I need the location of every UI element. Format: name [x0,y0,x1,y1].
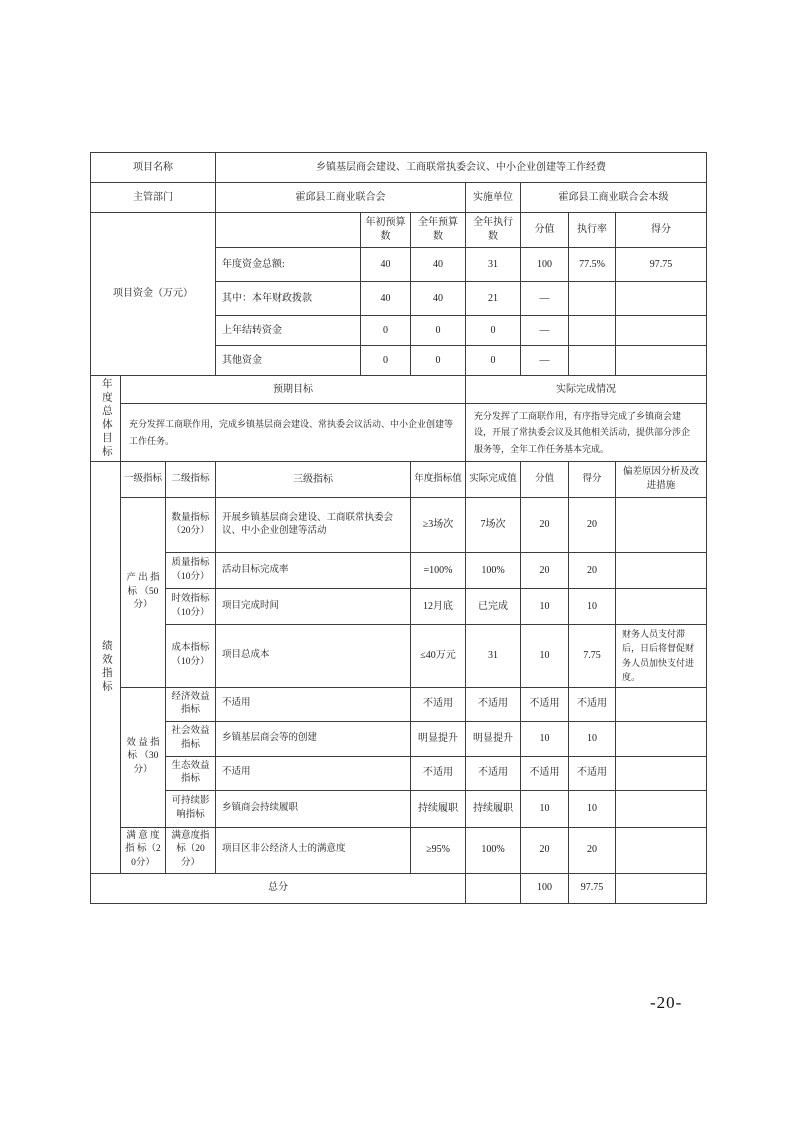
funds-cell: — [521,282,569,316]
perf-level3: 活动目标完成率 [216,553,411,589]
perf-score: 10 [569,589,616,625]
perf-level3: 项目区非公经济人士的满意度 [216,827,411,873]
total-actual-cell [466,873,521,903]
perf-actual: 31 [466,625,521,688]
perf-target: ≥95% [411,827,466,873]
department-label: 主管部门 [91,183,216,213]
perf-level3: 乡镇商会持续履职 [216,790,411,827]
perf-group-satisfaction: 满 意 度指 标（20分） [121,827,166,873]
perf-level2: 质量指标（10分） [166,553,216,589]
total-deviation-cell [616,873,707,903]
perf-target: 12月底 [411,589,466,625]
perf-weight: 20 [521,498,569,553]
perf-level2: 满意度指标（20 分） [166,827,216,873]
project-name-value: 乡镇基层商会建设、工商联常执委会议、中小企业创建等工作经费 [216,153,707,183]
perf-deviation [616,721,707,756]
actual-result-header: 实际完成情况 [466,376,707,404]
perf-target: =100% [411,553,466,589]
perf-actual: 不适用 [466,756,521,790]
funds-cell: 77.5% [569,248,616,282]
performance-evaluation-table [90,152,707,904]
perf-target: ≥3场次 [411,498,466,553]
perf-target: 不适用 [411,756,466,790]
perf-level2: 可持续影响指标 [166,790,216,827]
actual-result-text: 充分发挥了工商联作用，有序指导完成了乡镇商会建设，开展了常执委会议及其他相关活动，提供部分涉企服务等，全年工作任务基本完成。 [466,404,707,462]
perf-level3: 不适用 [216,756,411,790]
perf-row [91,827,707,873]
perf-score: 20 [569,827,616,873]
perf-actual: 100% [466,827,521,873]
funds-cell [616,346,707,376]
perf-deviation [616,498,707,553]
funds-cell: 97.75 [616,248,707,282]
perf-weight: 10 [521,790,569,827]
perf-target: 持续履职 [411,790,466,827]
perf-level2: 成本指标（10分） [166,625,216,688]
perf-deviation [616,589,707,625]
funds-section-label: 项目资金（万元） [91,213,216,376]
expected-goal-header: 预期目标 [121,376,466,404]
perf-deviation: 财务人员支付滞后，日后将督促财务人员加快支付进度。 [616,625,707,688]
perf-weight: 20 [521,553,569,589]
funds-cell [569,282,616,316]
perf-row [91,553,707,589]
perf-actual: 100% [466,553,521,589]
perf-score: 7.75 [569,625,616,688]
perf-deviation [616,827,707,873]
perf-target: 不适用 [411,687,466,721]
funds-cell: 40 [361,248,411,282]
department-value: 霍邱县工商业联合会 [216,183,466,213]
perf-level2: 时效指标（10分） [166,589,216,625]
perf-col-level1: 一级指标 [121,462,166,498]
table-row [91,153,707,183]
perf-actual: 已完成 [466,589,521,625]
perf-deviation [616,553,707,589]
funds-cell: 0 [466,316,521,346]
funds-col-weight: 分值 [521,213,569,248]
perf-weight: 10 [521,721,569,756]
implement-unit-value: 霍邱县工商业联合会本级 [521,183,707,213]
funds-cell [616,282,707,316]
perf-level3: 开展乡镇基层商会建设、工商联常执委会议、中小企业创建等活动 [216,498,411,553]
perf-level3: 项目总成本 [216,625,411,688]
funds-cell: 31 [466,248,521,282]
total-label: 总分 [91,873,466,903]
perf-actual: 不适用 [466,687,521,721]
project-name-label: 项目名称 [91,153,216,183]
performance-section-label [91,462,121,874]
funds-cell [569,316,616,346]
perf-row [91,721,707,756]
funds-cell: 21 [466,282,521,316]
perf-col-weight: 分值 [521,462,569,498]
funds-cell [616,316,707,346]
perf-level3: 不适用 [216,687,411,721]
funds-cell: 40 [411,282,466,316]
perf-actual: 明显提升 [466,721,521,756]
perf-weight: 10 [521,589,569,625]
perf-col-level2: 二级指标 [166,462,216,498]
funds-col-rate: 执行率 [569,213,616,248]
perf-target: 明显提升 [411,721,466,756]
perf-score: 不适用 [569,756,616,790]
perf-score: 20 [569,498,616,553]
funds-cell: 0 [411,346,466,376]
perf-row [91,790,707,827]
annual-goal-vertical-text: 年度总体目标 [100,378,112,459]
perf-row [91,756,707,790]
perf-col-actual: 实际完成值 [466,462,521,498]
total-row [91,873,707,903]
perf-weight: 不适用 [521,756,569,790]
perf-target: ≤40万元 [411,625,466,688]
perf-score: 不适用 [569,687,616,721]
perf-deviation [616,687,707,721]
perf-level2: 经济效益指标 [166,687,216,721]
perf-col-target: 年度指标值 [411,462,466,498]
table-row [91,462,707,498]
perf-weight: 不适用 [521,687,569,721]
perf-level3: 乡镇基层商会等的创建 [216,721,411,756]
perf-row [91,589,707,625]
funds-cell: — [521,346,569,376]
funds-row-name: 上年结转资金 [216,316,361,346]
performance-vertical-text: 绩效指标 [100,640,112,695]
funds-cell [569,346,616,376]
page-number: -20- [650,993,683,1012]
table-row [91,213,707,248]
funds-col-year-exec: 全年执行数 [466,213,521,248]
perf-level2: 社会效益指标 [166,721,216,756]
perf-level2: 生态效益指标 [166,756,216,790]
perf-weight: 10 [521,625,569,688]
expected-goal-text: 充分发挥工商联作用，完成乡镇基层商会建设、常执委会议活动、中小企业创建等工作任务。 [121,404,466,462]
perf-score: 20 [569,553,616,589]
perf-row [91,625,707,688]
perf-weight: 20 [521,827,569,873]
funds-cell: 0 [361,316,411,346]
perf-row [91,498,707,553]
funds-cell: 100 [521,248,569,282]
perf-level2: 数量指标（20分） [166,498,216,553]
perf-col-score: 得分 [569,462,616,498]
table-row [91,183,707,213]
funds-row-name: 其他资金 [216,346,361,376]
table-row [91,376,707,404]
funds-col-score: 得分 [616,213,707,248]
funds-col-year-budget: 全年预算数 [411,213,466,248]
funds-cell: — [521,316,569,346]
perf-level3: 项目完成时间 [216,589,411,625]
perf-actual: 持续履职 [466,790,521,827]
perf-group-benefit: 效 益 指标 （30分） [121,687,166,827]
perf-col-deviation: 偏差原因分析及改 进措施 [616,462,707,498]
funds-cell: 0 [411,316,466,346]
annual-goal-section-label [91,376,121,462]
perf-score: 10 [569,721,616,756]
funds-row-name: 其中：本年财政拨款 [216,282,361,316]
perf-col-level3: 三级指标 [216,462,411,498]
implement-unit-label: 实施单位 [466,183,521,213]
perf-score: 10 [569,790,616,827]
perf-actual: 7场次 [466,498,521,553]
perf-deviation [616,790,707,827]
total-weight: 100 [521,873,569,903]
perf-deviation [616,756,707,790]
funds-cell: 0 [361,346,411,376]
funds-cell: 0 [466,346,521,376]
table-row [91,404,707,462]
perf-row [91,687,707,721]
funds-row-name: 年度资金总额: [216,248,361,282]
total-score: 97.75 [569,873,616,903]
funds-col-begin-budget: 年初预算数 [361,213,411,248]
funds-name-header-empty [216,213,361,248]
funds-cell: 40 [361,282,411,316]
perf-group-output: 产 出 指标 （50分） [121,498,166,688]
funds-cell: 40 [411,248,466,282]
